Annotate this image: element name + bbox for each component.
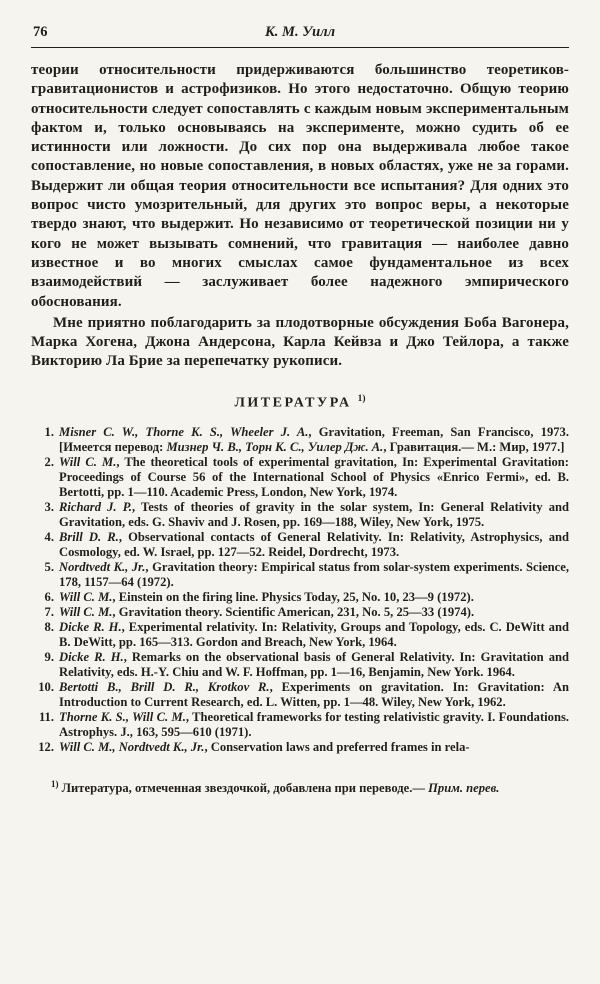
text-run: Литература, отмеченная звездочкой, добавлена при переводе.—: [58, 781, 429, 796]
text-run: , Gravitation, Freeman, San Francisco, 1973. [Имеется перевод:: [59, 425, 569, 455]
text-run: , Tests of theories of gravity in the solar system, In: General Relativity and Gravitation, eds. G. Shaviv and J. Rosen, pp. 169—188, Wiley, New York, 1975.: [59, 500, 569, 530]
footnote: [31, 777, 569, 797]
reference-number: 11.: [38, 710, 54, 725]
header-rule: [31, 47, 569, 48]
reference-number: 6.: [44, 590, 54, 605]
reference-text: [59, 425, 569, 454]
reference-number: 7.: [44, 605, 54, 620]
text-run: , The theoretical tools of experimental gravitation, In: Experimental Gravitation: Proceedings of Course 56 of the International School of Physics «Enrico Fermi», ed. B. Bertotti, pp. 1—110. Academic Press, London, New York, 1974.: [59, 455, 569, 500]
reference-item: [31, 740, 569, 755]
reference-text: [59, 560, 569, 589]
text-run: Will C. M.: [59, 590, 113, 605]
text-run: , Experiments on gravitation. In: Gravitation: An Introduction to Current Research, ed. L. Witten, pp. 1—48. Wiley, New York, 1962.: [59, 680, 570, 710]
reference-text: [59, 740, 470, 754]
text-run: , Conservation laws and preferred frames in rela-: [204, 740, 470, 755]
text-run: Richard J. P.: [59, 500, 132, 515]
reference-number: 9.: [44, 650, 54, 665]
reference-text: [59, 680, 569, 709]
references-heading: [31, 394, 569, 412]
reference-number: 1.: [44, 425, 54, 440]
reference-item: [31, 455, 569, 500]
text-run: 163: [136, 725, 155, 740]
text-run: Мизнер Ч. В., Торн К. С., Уилер Дж. А.: [166, 440, 384, 455]
reference-text: [59, 530, 569, 559]
reference-number: 4.: [44, 530, 54, 545]
reference-item: [31, 500, 569, 530]
text-run: , Remarks on the observational basis of General Relativity. In: Gravitation and Relativity, eds. H.-Y. Chiu and W. F. Hoffman, pp. 1—16, Benjamin, New York. 1964.: [59, 650, 569, 680]
reference-text: [59, 620, 569, 649]
text-run: Misner C. W., Thorne K. S., Wheeler J. A.: [59, 425, 309, 440]
page-number: 76: [33, 24, 48, 40]
page-header: [31, 24, 569, 44]
text-run: , Experimental relativity. In: Relativity, Groups and Topology, eds. C. DeWitt and B. DeWitt, pp. 165—313. Gordon and Breach, New York, 1964.: [59, 620, 569, 650]
reference-item: [31, 530, 569, 560]
reference-text: [59, 710, 569, 739]
reference-item: [31, 605, 569, 620]
text-run: Dicke R. H.: [59, 620, 122, 635]
text-run: Will C. M.: [59, 455, 117, 470]
reference-text: [59, 605, 474, 619]
reference-text: [59, 500, 569, 529]
text-run: Dicke R. H.: [59, 650, 124, 665]
reference-text: [59, 455, 569, 499]
text-run: 231: [336, 605, 356, 620]
reference-number: 5.: [44, 560, 54, 575]
reference-item: [31, 620, 569, 650]
text-run: Will C. M.: [59, 605, 113, 620]
text-run: 25: [343, 590, 356, 605]
text-run: Will C. M., Nordtvedt K., Jr.: [59, 740, 205, 755]
reference-item: [31, 650, 569, 680]
body-paragraph-2: Мне приятно поблагодарить за плодотворные обсуждения Боба Вагонера, Марка Хогена, Джона Андерсона, Карла Кейвза и Джо Тейлора, а также Викторию Ла Брие за перепечатку рукописи.: [31, 314, 569, 370]
reference-text: [59, 590, 474, 604]
reference-number: 8.: [44, 620, 54, 635]
text-run: , Einstein on the firing line. Physics Today,: [112, 590, 344, 605]
page-body: [31, 61, 569, 755]
text-run: , Гравитация.— М.: Мир, 1977.]: [383, 440, 565, 455]
reference-item: [31, 425, 569, 455]
references-heading-text: ЛИТЕРАТУРА: [234, 395, 352, 411]
reference-text: [59, 650, 569, 679]
text-run: , Gravitation theory: Empirical status from solar-system experiments. Science,: [145, 560, 569, 575]
text-run: , 595—610 (1971).: [154, 725, 252, 740]
text-run: , No. 10, 23—9 (1972).: [355, 590, 474, 605]
reference-item: [31, 710, 569, 740]
text-run: , Theoretical frameworks for testing relativistic gravity. I. Foundations. Astrophys. J.,: [59, 710, 569, 740]
reference-number: 2.: [44, 455, 54, 470]
references-heading-footnote-mark: 1): [357, 393, 366, 404]
text-run: Brill D. R.: [59, 530, 119, 545]
reference-item: [31, 680, 569, 710]
reference-item: [31, 590, 569, 605]
reference-number: 10.: [38, 680, 54, 695]
body-paragraph-1: теории относительности придерживаются большинство теоретиков-гравитационистов и астрофизиков. Но этого недостаточно. Общую теорию относительности следует сопоставлять с каждым новым экспериментальным фактом и, только основываясь на эксперименте, можно судить об ее истинности или ложности. До сих пор она выдерживала любое такое сопоставление, но новые сопоставления, в новых областях, уже не за горами. Выдержит ли общая теория относительности все испытания? Для одних это вопрос чисто умозрительный, для других это вопрос веры, а некоторые твердо знают, что выдержит. Но независимо от теоретической позиции ни у кого не может вызывать сомнений, что гравитация — наиболее давно известное и во многих смыслах самое фундаментальное из всех взаимодействий — заслуживает более надежного эмпирического обоснования.: [31, 62, 569, 310]
running-head: К. М. Уилл: [264, 24, 336, 40]
reference-number: 12.: [38, 740, 54, 755]
text-run: , 1157—64 (1972).: [77, 575, 174, 590]
text-run: Thorne K. S., Will C. M.: [59, 710, 186, 725]
reference-number: 3.: [44, 500, 54, 515]
text-run: , Gravitation theory. Scientific American,: [112, 605, 337, 620]
text-run: , Observational contacts of General Relativity. In: Relativity, Astrophysics, and Cosmology, ed. W. Israel, pp. 127—52. Reidel, Dordrecht, 1973.: [59, 530, 569, 560]
reference-item: [31, 560, 569, 590]
text-run: Nordtvedt K., Jr.: [59, 560, 146, 575]
text-run: , No. 5, 25—33 (1974).: [355, 605, 475, 620]
footnote-text: [59, 782, 500, 796]
text-run: Прим. перев.: [428, 781, 500, 796]
text-run: Bertotti B., Brill D. R., Krotkov R.: [59, 680, 270, 695]
references-list: [31, 425, 569, 755]
text-run: 178: [59, 575, 78, 590]
footnote-mark: 1): [51, 779, 59, 790]
